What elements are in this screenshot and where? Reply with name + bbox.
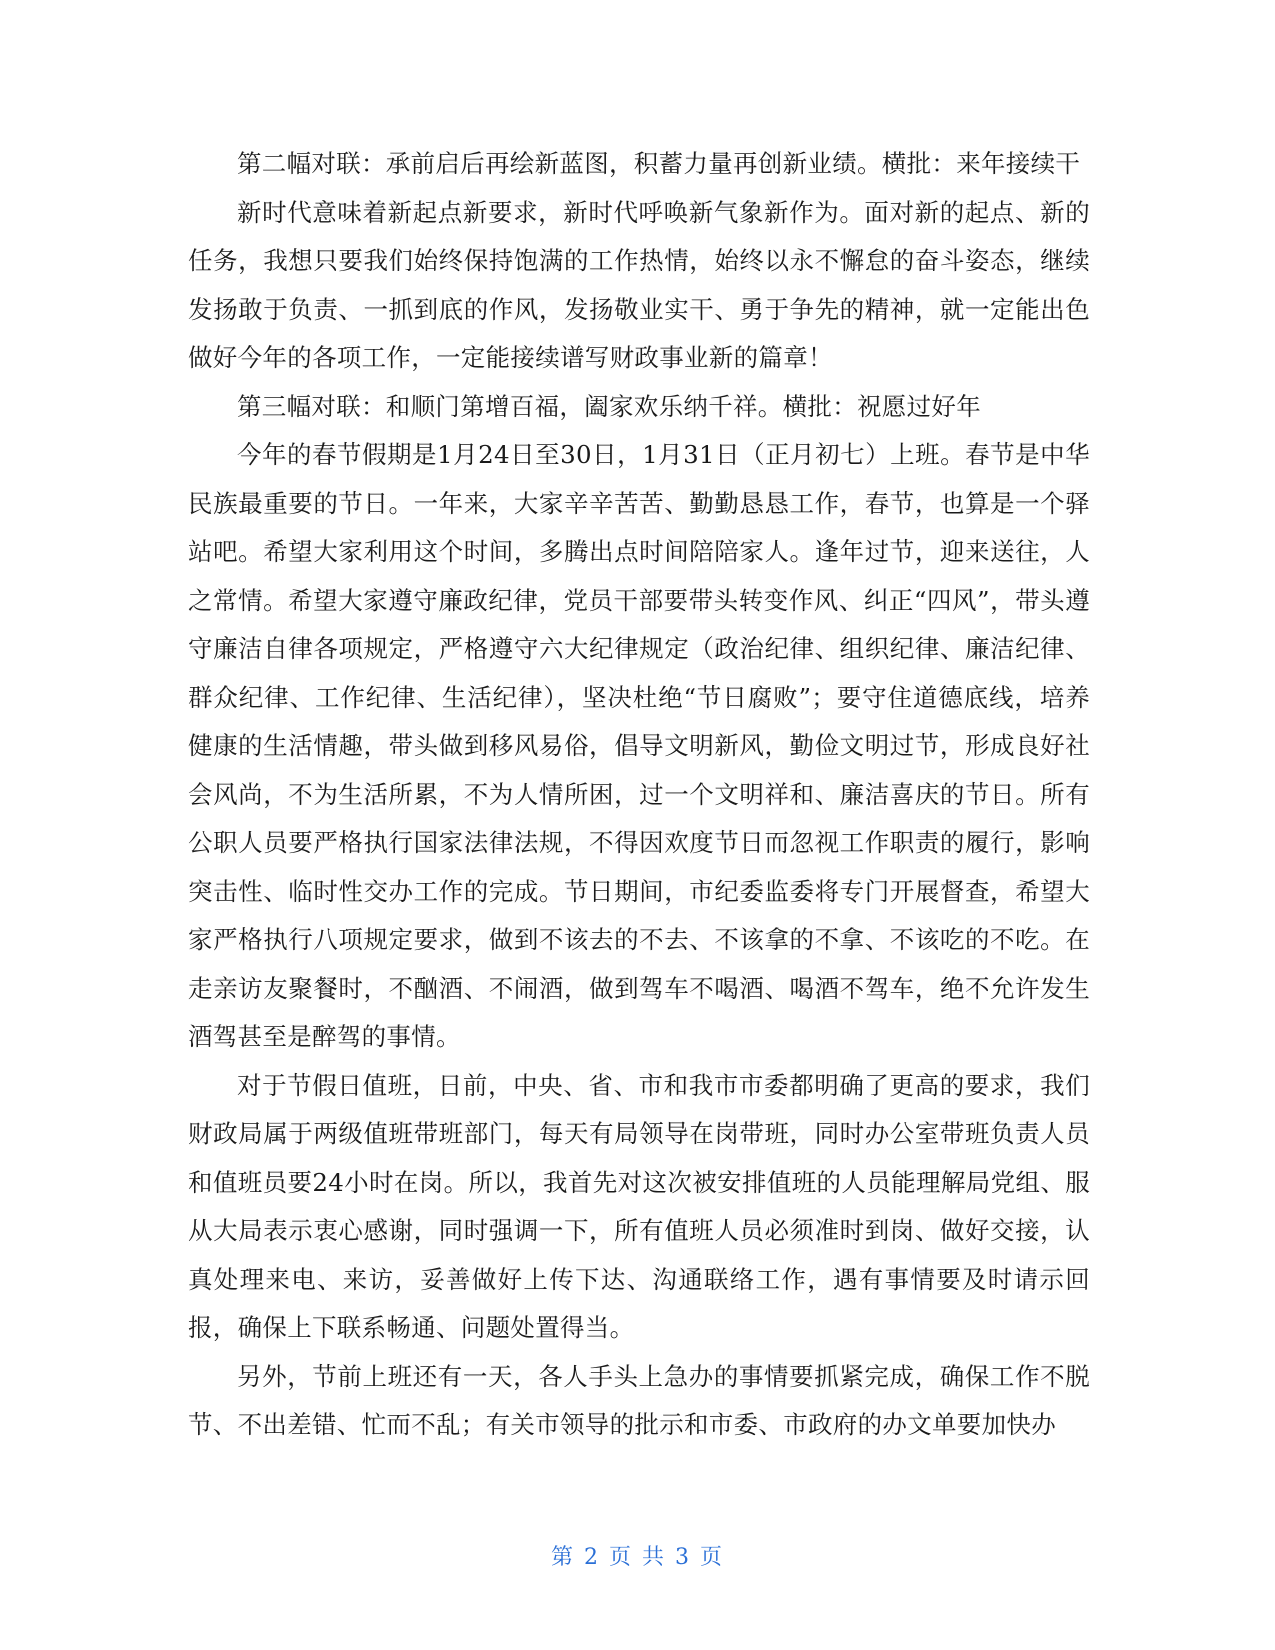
paragraph-holiday-duty: 对于节假日值班，日前，中央、省、市和我市市委都明确了更高的要求，我们财政局属于两级值班带班部门，每天有局领导在岗带班，同时办公室带班负责人员和值班员要24小时在岗。所以，我首先对这次被安排值班的人员能理解局党组、服从大局表示衷心感谢，同时强调一下，所有值班人员必须准时到岗、做好交接，认真处理来电、来访，妥善做好上传下达、沟通联络工作，遇有事情要及时请示回报，确保上下联系畅通、问题处置得当。	[188, 1070, 1090, 1342]
paragraph-new-era: 新时代意味着新起点新要求，新时代呼唤新气象新作为。面对新的起点、新的任务，我想只要我们始终保持饱满的工作热情，始终以永不懈怠的奋斗姿态，继续发扬敢于负责、一抓到底的作风，发扬敬业实干、勇于争先的精神，就一定能出色做好今年的各项工作，一定能接续谱写财政事业新的篇章！	[188, 197, 1090, 372]
page-body	[188, 140, 1090, 1450]
paragraph-couplet-2: 第二幅对联：承前启后再绘新蓝图，积蓄力量再创新业绩。横批：来年接续干	[237, 149, 1081, 178]
paragraph-couplet-3: 第三幅对联：和顺门第增百福，阖家欢乐纳千祥。横批：祝愿过好年	[237, 391, 981, 421]
paragraph-spring-festival: 今年的春节假期是1月24日至30日，1月31日（正月初七）上班。春节是中华民族最重要的节日。一年来，大家辛辛苦苦、勤勤恳恳工作，春节，也算是一个驿站吧。希望大家利用这个时间，多腾出点时间陪陪家人。逢年过节，迎来送往，人之常情。希望大家遵守廉政纪律，党员干部要带头转变作风、纠正“四风”，带头遵守廉洁自律各项规定，严格遵守六大纪律规定（政治纪律、组织纪律、廉洁纪律、群众纪律、工作纪律、生活纪律），坚决杜绝“节日腐败”；要守住道德底线，培养健康的生活情趣，带头做到移风易俗，倡导文明新风，勤俭文明过节，形成良好社会风尚，不为生活所累，不为人情所困，过一个文明祥和、廉洁喜庆的节日。所有公职人员要严格执行国家法律法规，不得因欢度节日而忽视工作职责的履行，影响突击性、临时性交办工作的完成。节日期间，市纪委监委将专门开展督查，希望大家严格执行八项规定要求，做到不该去的不去、不该拿的不拿、不该吃的不吃。在走亲访友聚餐时，不酗酒、不闹酒，做到驾车不喝酒、喝酒不驾车，绝不允许发生酒驾甚至是醉驾的事情。	[188, 440, 1090, 1051]
paragraph-before-holiday: 另外，节前上班还有一天，各人手头上急办的事情要抓紧完成，确保工作不脱节、不出差错、忙而不乱；有关市领导的批示和市委、市政府的办文单要加快办	[188, 1361, 1090, 1439]
page-number-label: 第 2 页 共 3 页	[551, 1545, 724, 1570]
page-footer	[0, 1540, 1275, 1571]
